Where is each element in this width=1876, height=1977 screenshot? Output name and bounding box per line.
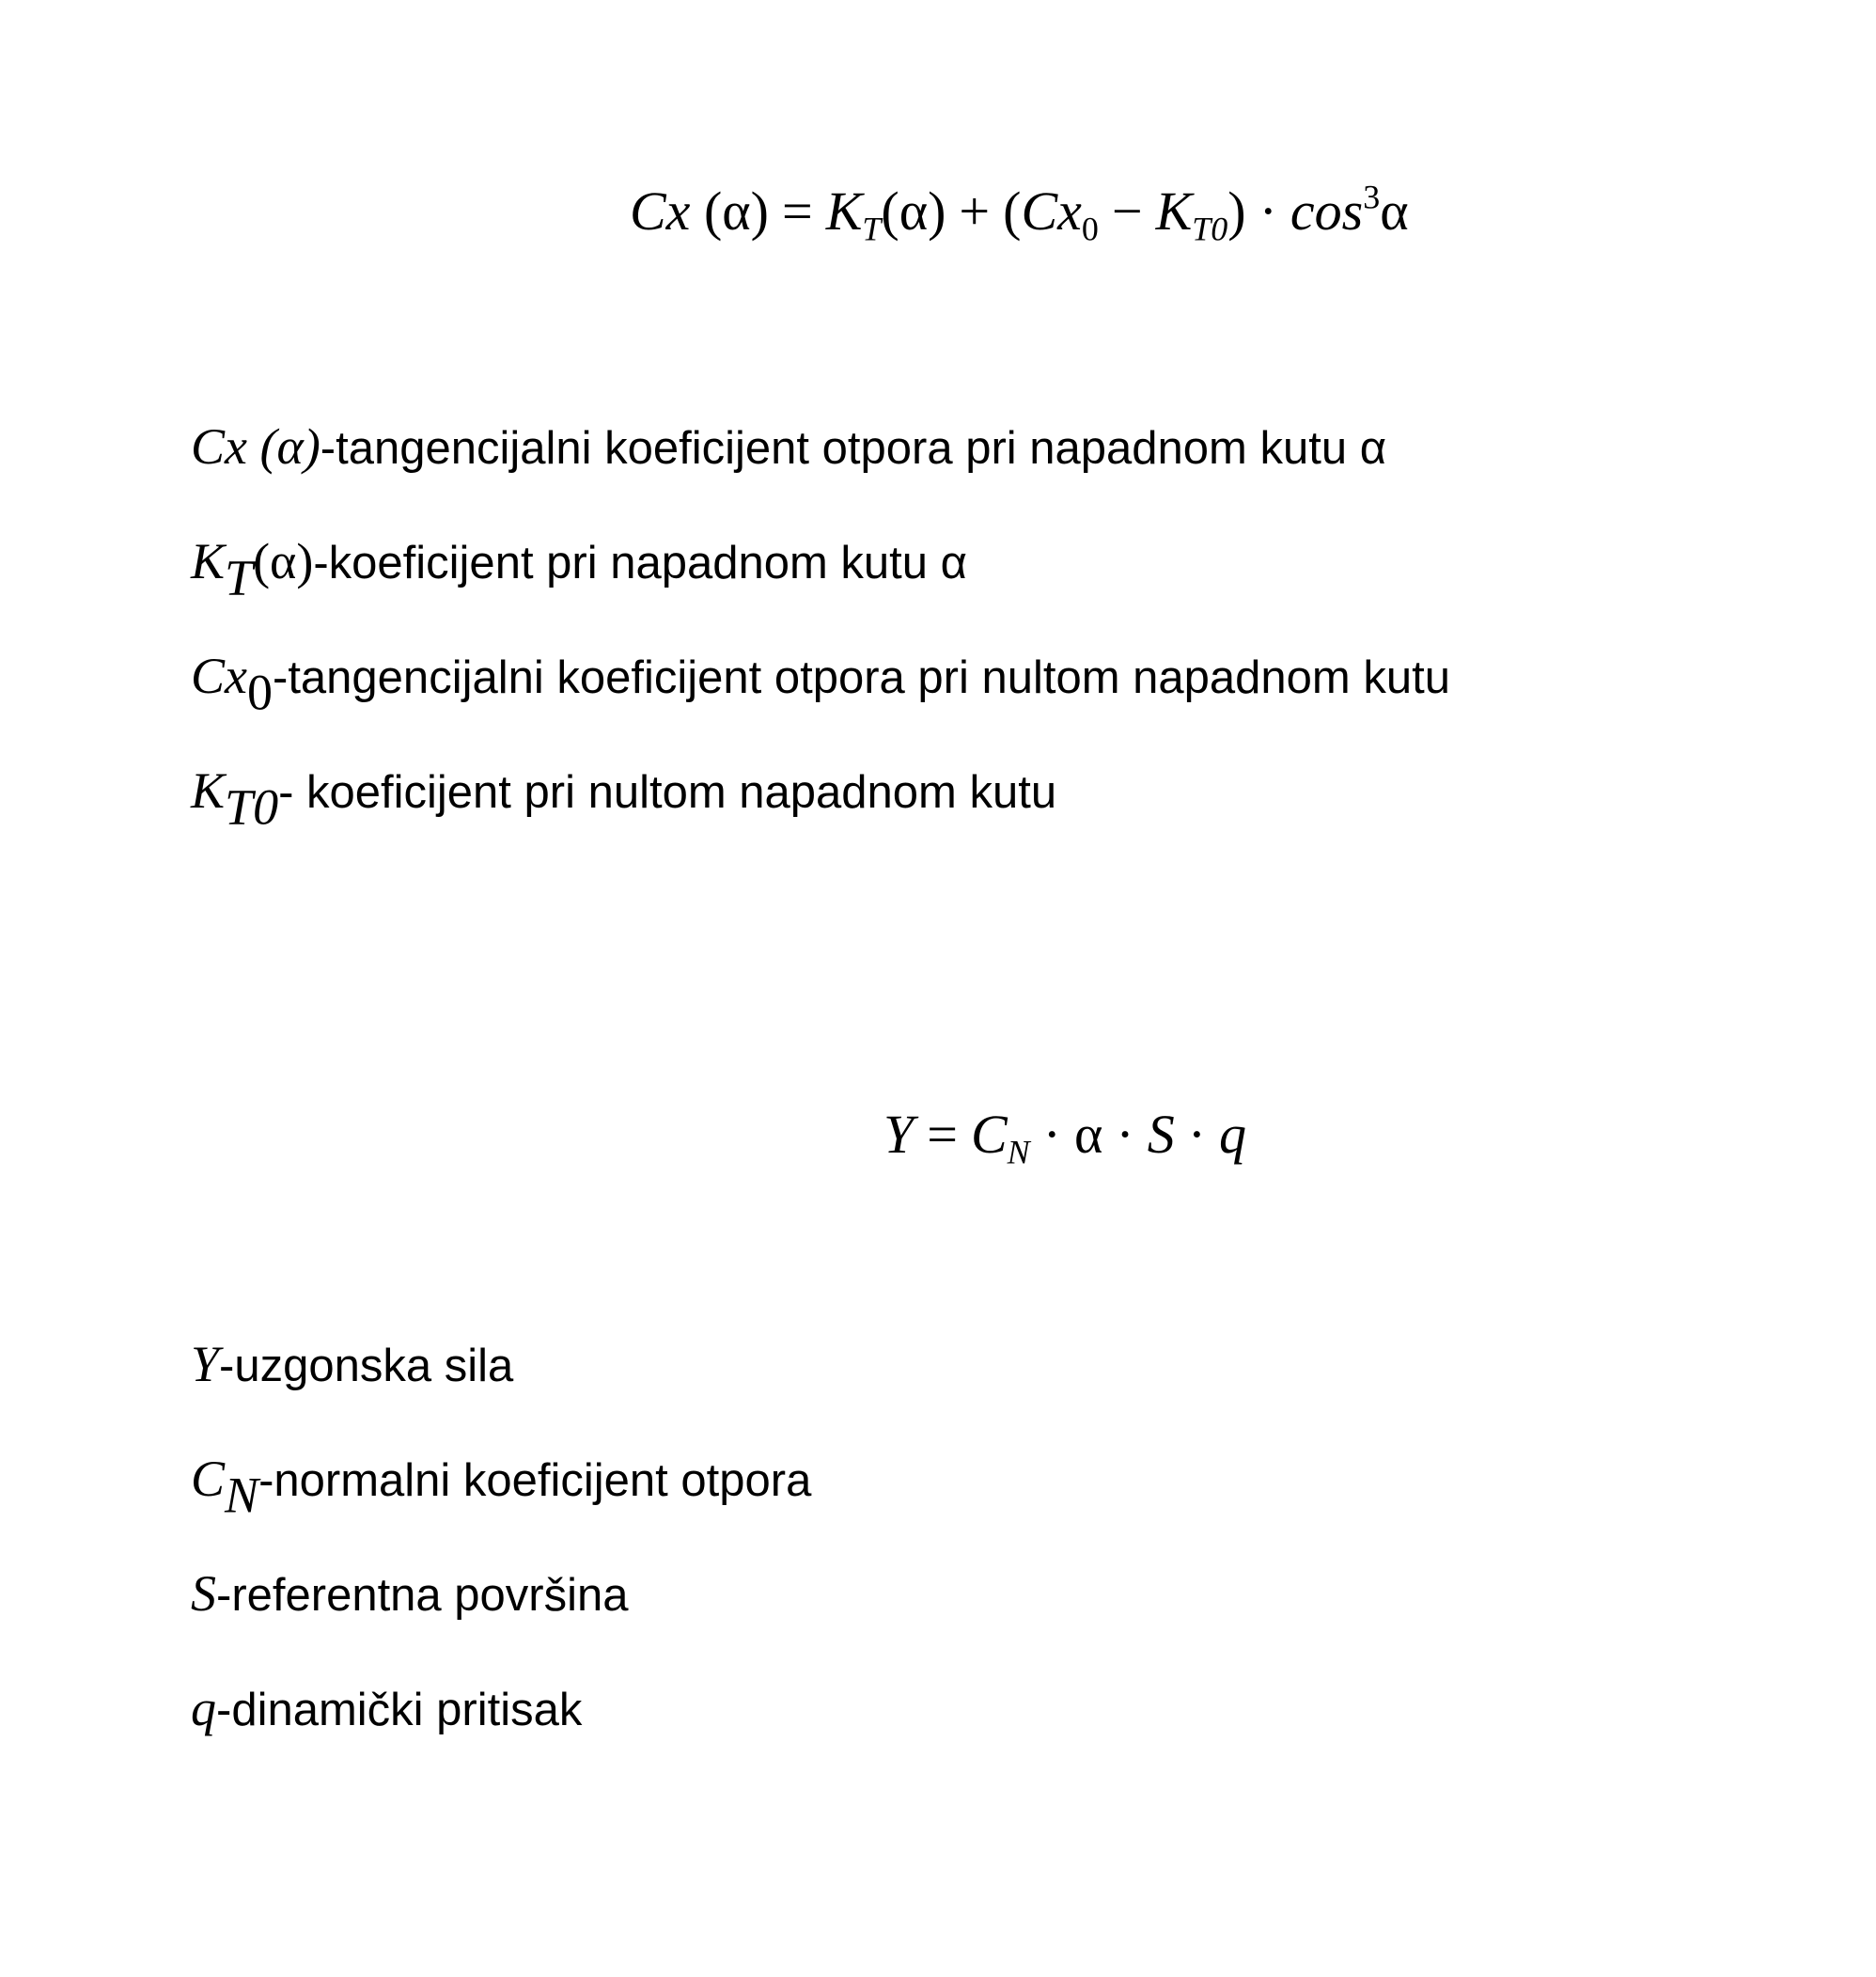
eq1-dot-operator: · [1258,180,1277,242]
definition-kt-alpha-text: -koeficijent pri napadnom kutu α [313,538,967,588]
definition-kt0-symbol: K [191,762,226,819]
definition-cx0-text: -tangencijalni koeficijent otpora pri nultom napadnom kutu [273,652,1450,703]
definition-kt-alpha-subscript: T [225,549,254,606]
definition-s-text: -referentna površina [216,1570,629,1621]
eq2-s-symbol: S [1147,1104,1175,1165]
definition-kt-alpha-argument: (α) [253,533,314,589]
definition-cn-subscript: N [225,1467,259,1524]
definition-q-text: -dinamički pritisak [216,1685,583,1735]
definition-cx0-subscript: 0 [247,664,273,721]
eq1-cx0-subscript: 0 [1081,210,1099,248]
definition-cx-alpha-symbol: Cx (α) [191,418,320,475]
definition-cn-text: -normalni koeficijent otpora [258,1455,812,1506]
definition-kt-alpha [191,533,967,606]
definition-y [191,1336,514,1392]
eq1-cx0-symbol: Cx [1021,180,1082,242]
eq1-plus-sign: + [959,180,991,242]
definition-kt0-text: - koeficijent pri nultom napadnom kutu [278,767,1057,818]
eq2-dot-operator-3: · [1187,1104,1207,1165]
eq1-alpha-symbol: α [1380,180,1409,242]
definition-q [191,1680,583,1736]
definition-q-symbol: q [191,1680,216,1736]
lift-force-equation [883,1104,1247,1171]
definition-cx-alpha-text: -tangencijalni koeficijent otpora pri napadnom kutu α [320,423,1387,474]
eq1-kt-symbol: K [825,180,863,242]
definition-kt-alpha-symbol: K [191,533,226,589]
eq1-minus-sign: − [1111,180,1143,242]
definition-cx0 [191,648,1450,721]
definition-cx-alpha [191,418,1387,475]
definition-cn [191,1451,812,1524]
eq2-cn-symbol: C [970,1104,1008,1165]
eq1-close-paren: ) [1227,180,1246,242]
eq1-equals-sign: = [781,180,813,242]
definition-s [191,1565,629,1622]
eq2-cn-subscript: N [1007,1133,1030,1171]
eq2-dot-operator-1: · [1042,1104,1061,1165]
definition-y-symbol: Y [191,1336,220,1392]
definition-cn-symbol: C [191,1451,226,1507]
definition-kt0 [191,762,1057,836]
eq1-open-paren: ( [1003,180,1022,242]
eq2-q-symbol: q [1219,1104,1247,1165]
definition-y-text: -uzgonska sila [219,1341,514,1391]
eq2-dot-operator-2: · [1116,1104,1134,1165]
eq2-equals-sign: = [927,1104,958,1165]
eq1-kt0-subscript: T0 [1192,210,1228,248]
drag-coefficient-equation [630,178,1409,248]
eq2-y-symbol: Y [883,1104,915,1165]
eq1-cos-exponent: 3 [1363,178,1381,216]
eq1-cos-function: cos [1290,180,1364,242]
definition-s-symbol: S [191,1565,216,1622]
definition-kt0-subscript: T0 [225,778,279,836]
eq1-cx-symbol: Cx [630,180,691,242]
eq2-alpha-symbol: α [1073,1104,1103,1165]
eq1-cx-argument: (α) [703,180,769,242]
definition-cx0-symbol: Cx [191,648,247,704]
eq1-kt-subscript: T [862,210,882,248]
eq1-kt0-symbol: K [1155,180,1193,242]
eq1-kt-argument: (α) [881,180,946,242]
